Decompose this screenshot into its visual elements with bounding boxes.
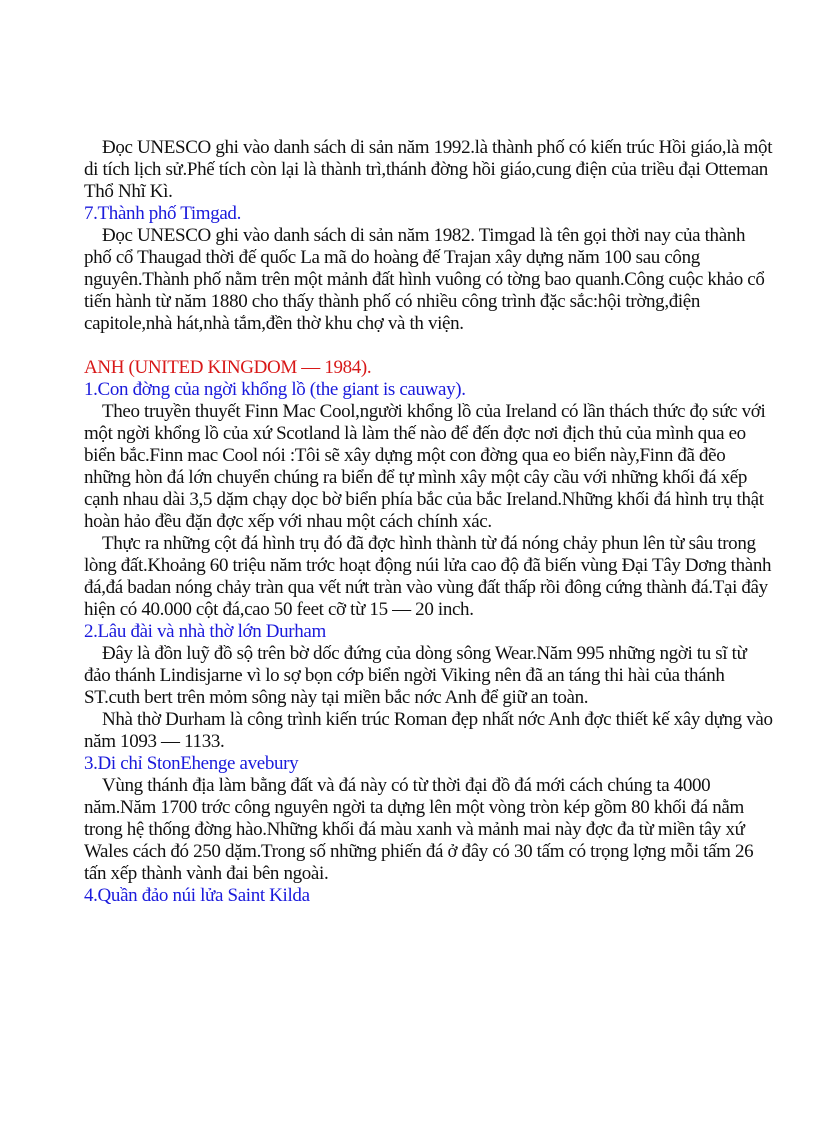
paragraph-legend: Theo truyền thuyết Finn Mac Cool,người khổng lồ của Ireland có lần thách thức đọ sức với một ngời khổng lồ của xứ Scotland là làm thế nào để đến đợc nơi địch thủ của mình qua eo biển bắc.Finn mac Cool nói :Tôi sẽ xây dựng một con đờng qua eo biển này,Finn đã đẽo những hòn đá lớn chuyển chúng ra biển để tự mình xây một cây cầu với những khối đá xếp cạnh nhau dài 3,5 dặm chạy dọc bờ biển phía bắc của bắc Ireland.Những khối đá hình trụ thật hoàn hảo đều đặn đợc xếp với nhau một cách chính xác. xyxy=(84,401,766,532)
heading-timgad: 7.Thành phố Timgad. xyxy=(84,203,241,224)
heading-durham: 2.Lâu đài và nhà thờ lớn Durham xyxy=(84,621,326,642)
heading-stonehenge: 3.Di chỉ StonEhenge avebury xyxy=(84,753,299,774)
heading-saint-kilda: 4.Quần đảo núi lửa Saint Kilda xyxy=(84,885,310,906)
section-title-united-kingdom: ANH (UNITED KINGDOM — 1984). xyxy=(84,357,372,378)
paragraph-durham-cathedral: Nhà thờ Durham là công trình kiến trúc Roman đẹp nhất nớc Anh đợc thiết kế xây dựng vào năm 1093 — 1133. xyxy=(84,709,773,752)
paragraph-stonehenge: Vùng thánh địa làm bằng đất và đá này có từ thời đại đồ đá mới cách chúng ta 4000 năm.Năm 1700 trớc công nguyên ngời ta dựng lên một vòng tròn kép gồm 80 khối đá nằm trong hệ thống đờng hào.Những khối đá màu xanh và mảnh mai này đợc đa từ miền tây xứ Wales cách đó 250 dặm.Trong số những phiến đá ở đây có 30 tấm có trọng lợng mỗi tấm 26 tấn xếp thành vành đai bên ngoài. xyxy=(84,775,754,884)
paragraph-unesco-1992: Đọc UNESCO ghi vào danh sách di sản năm 1992.là thành phố có kiến trúc Hồi giáo,là một di tích lịch sử.Phế tích còn lại là thành trì,thánh đờng hồi giáo,cung điện của triều đại Otteman Thổ Nhĩ Kì. xyxy=(84,137,773,202)
paragraph-timgad: Đọc UNESCO ghi vào danh sách di sản năm 1982. Timgad là tên gọi thời nay của thành phố cổ Thaugad thời đế quốc La mã do hoàng đế Trajan xây dựng năm 100 sau công nguyên.Thành phố nằm trên một mảnh đất hình vuông có tờng bao quanh.Công cuộc khảo cổ tiến hành từ năm 1880 cho thấy thành phố có nhiều công trình đặc sắc:hội trờng,điện capitole,nhà hát,nhà tắm,đền thờ khu chợ và th viện. xyxy=(84,225,765,334)
blank-line xyxy=(84,335,774,357)
paragraph-basalt-columns: Thực ra những cột đá hình trụ đó đã đợc hình thành từ đá nóng chảy phun lên từ sâu trong lòng đất.Khoảng 60 triệu năm trớc hoạt động núi lửa cao độ đã biến vùng Đại Tây Dơng thành đá,đá badan nóng chảy tràn qua vết nứt tràn vào vùng đất thấp rồi đông cứng thành đá.Tại đây hiện có 40.000 cột đá,cao 50 feet cỡ từ 15 — 20 inch. xyxy=(84,533,772,620)
heading-giants-causeway: 1.Con đờng của ngời khổng lồ (the giant is cauway). xyxy=(84,379,466,400)
paragraph-durham-castle: Đây là đồn luỹ đồ sộ trên bờ dốc đứng của dòng sông Wear.Năm 995 những ngời tu sĩ từ đảo thánh Lindisjarne vì lo sợ bọn cớp biển ngời Viking nên đã an táng thi hài của thánh ST.cuth bert trên mỏm sông này tại miền bắc nớc Anh để giữ an toàn. xyxy=(84,643,747,708)
document-page xyxy=(84,137,774,907)
